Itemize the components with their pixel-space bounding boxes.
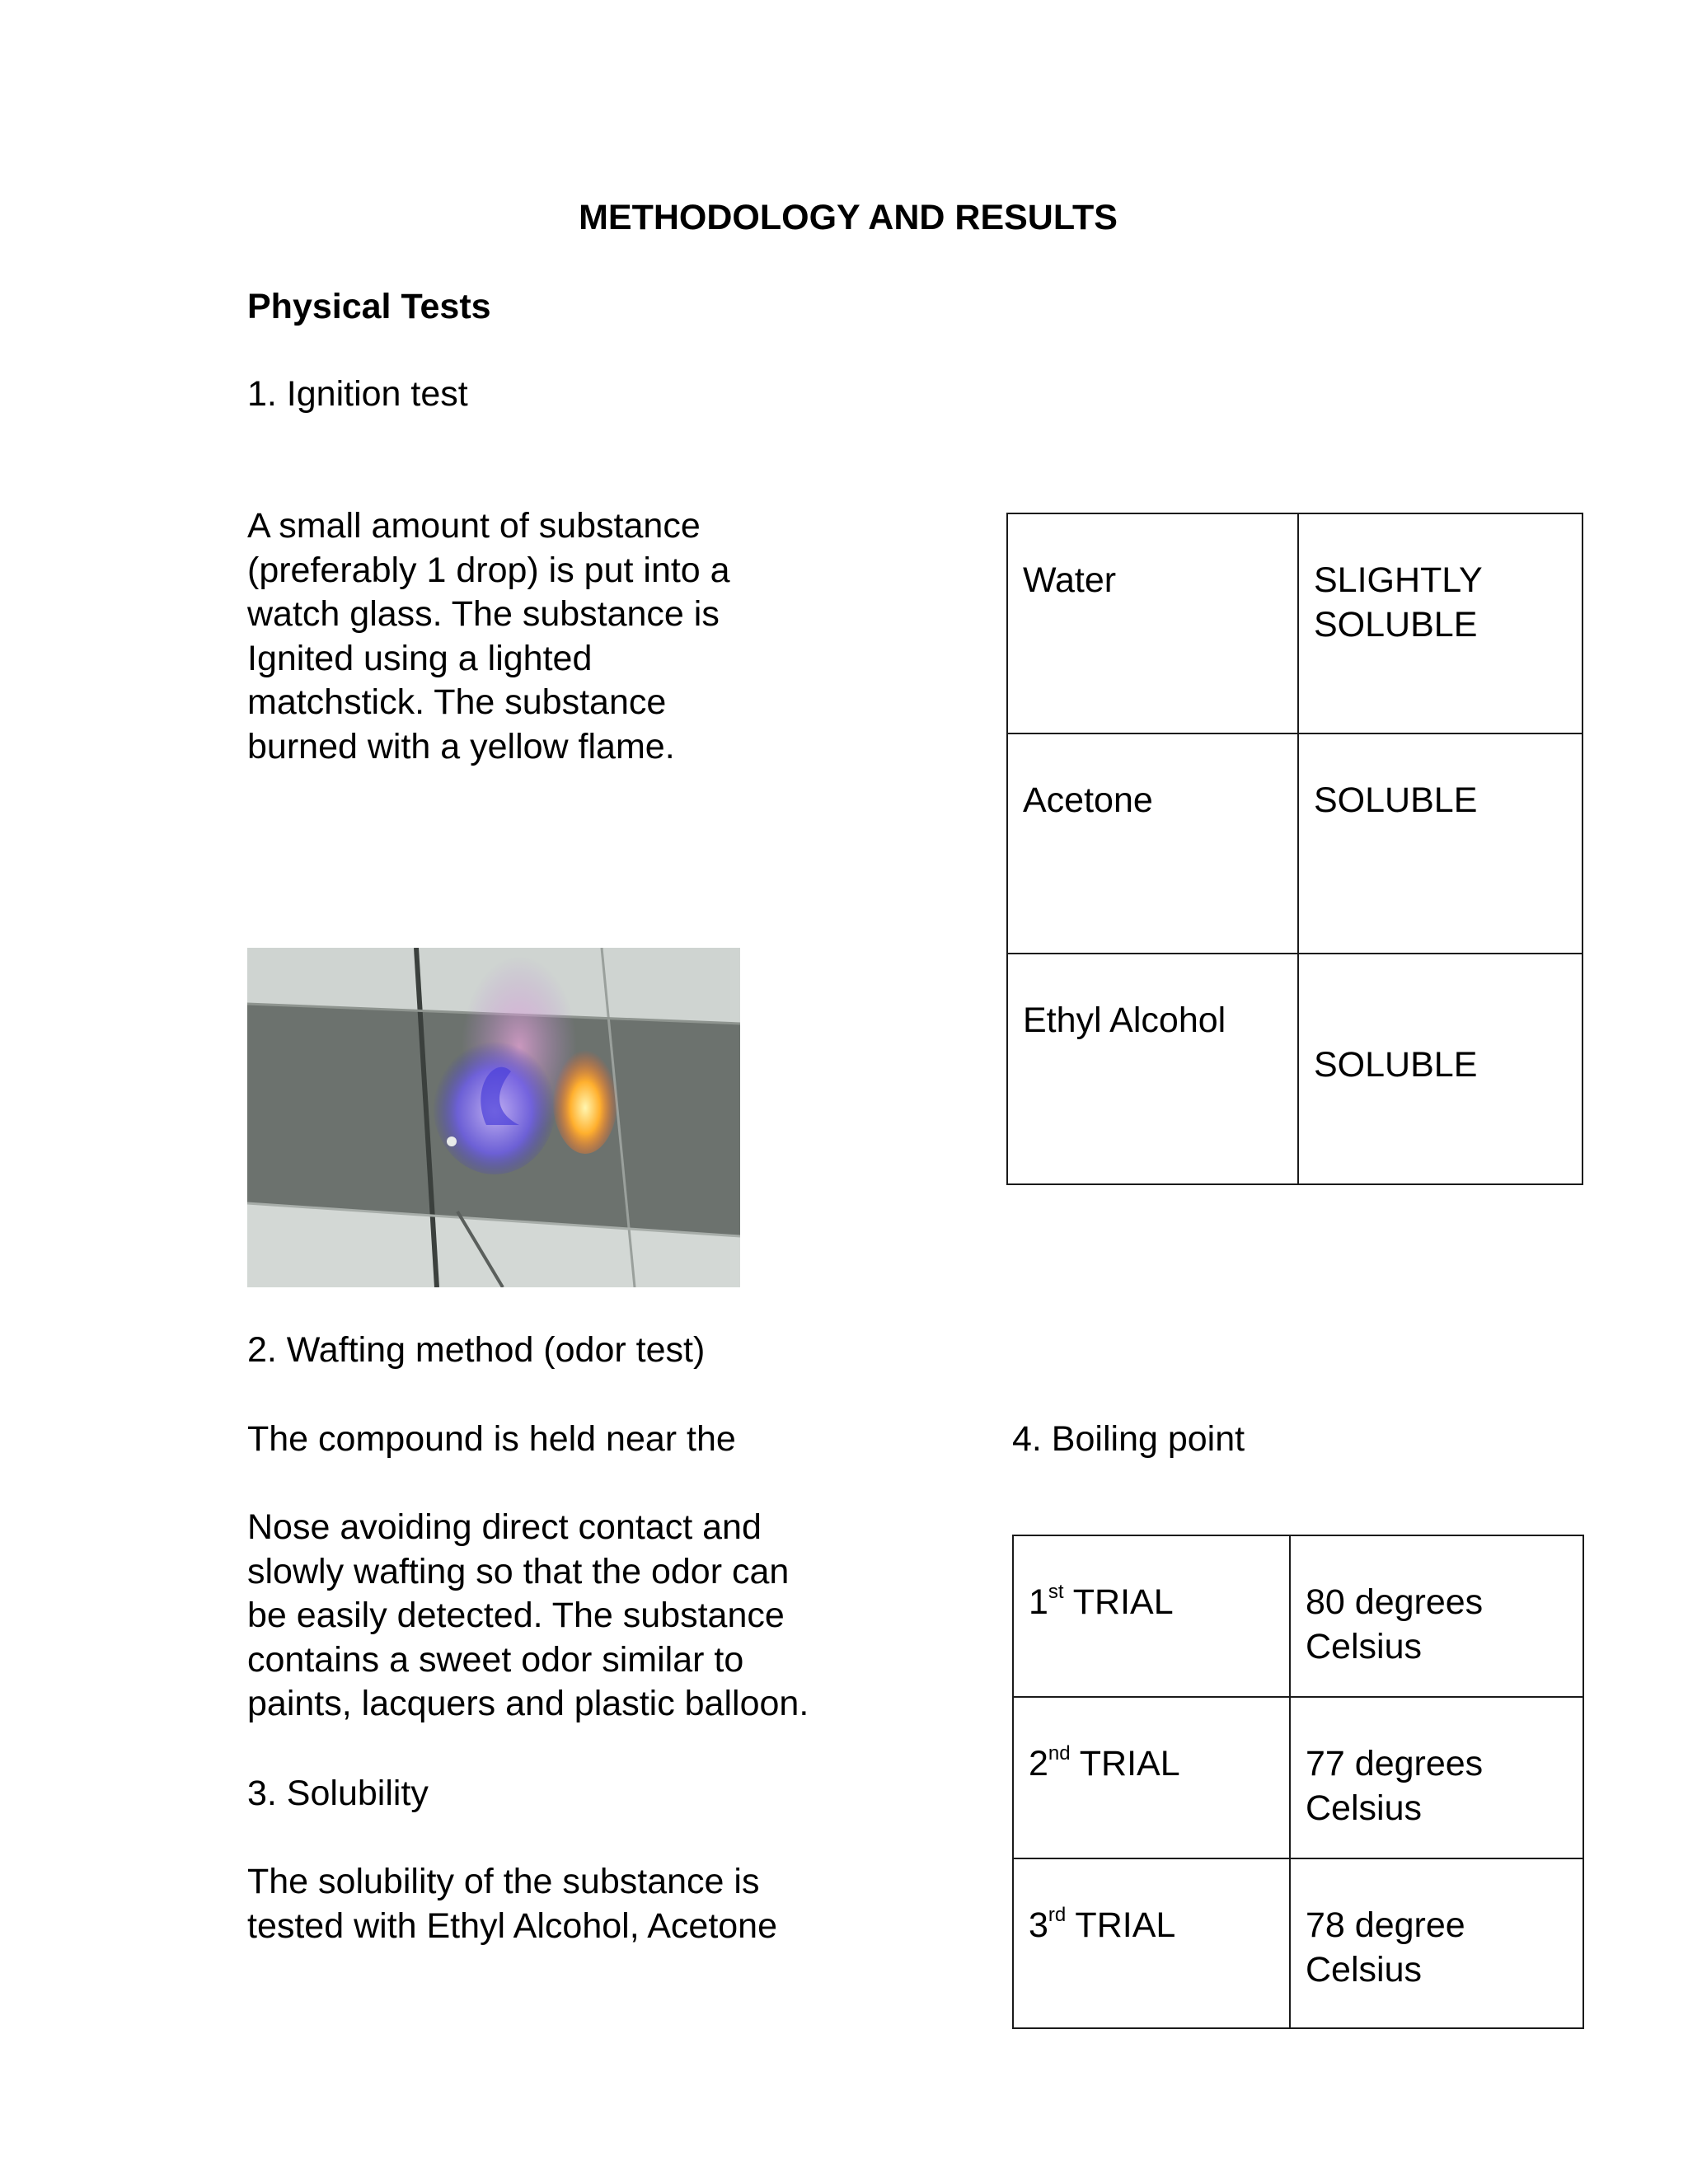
temperature-cell: 77 degrees Celsius [1290, 1697, 1583, 1858]
trial-cell: 3rd TRIAL [1013, 1858, 1290, 2028]
table-row [1007, 954, 1582, 1184]
table-row [1013, 1535, 1583, 1697]
solubility-body: The solubility of the substance is tested with Ethyl Alcohol, Acetone [247, 1862, 778, 1946]
table-row [1013, 1697, 1583, 1858]
result-cell: SOLUBLE [1298, 954, 1582, 1184]
table-row [1013, 1858, 1583, 2028]
wafting-heading: 2. Wafting method (odor test) [247, 1330, 706, 1370]
result-cell: SLIGHTLY SOLUBLE [1298, 513, 1582, 733]
solubility-table [1006, 513, 1583, 1185]
temperature-cell: 78 degree Celsius [1290, 1858, 1583, 2028]
ignition-flame-photo [247, 948, 740, 1287]
boiling-point-table [1012, 1535, 1584, 2029]
trial-cell: 1st TRIAL [1013, 1535, 1290, 1697]
wafting-intro: The compound is held near the [247, 1419, 736, 1459]
result-cell: SOLUBLE [1298, 733, 1582, 954]
table-row [1007, 513, 1582, 733]
boiling-heading: 4. Boiling point [1012, 1419, 1245, 1459]
section-heading: Physical Tests [247, 287, 491, 326]
table-row [1007, 733, 1582, 954]
solvent-cell: Acetone [1007, 733, 1298, 954]
ignition-heading: 1. Ignition test [247, 374, 468, 414]
solvent-cell: Ethyl Alcohol [1007, 954, 1298, 1184]
temperature-cell: 80 degrees Celsius [1290, 1535, 1583, 1697]
solvent-cell: Water [1007, 513, 1298, 733]
solubility-heading: 3. Solubility [247, 1774, 429, 1813]
page-title: METHODOLOGY AND RESULTS [579, 198, 1118, 237]
wafting-body: Nose avoiding direct contact and slowly wafting so that the odor can be easily detected. The substance contains a sweet odor similar to paints, lacquers and plastic balloon. [247, 1507, 809, 1723]
trial-cell: 2nd TRIAL [1013, 1697, 1290, 1858]
ignition-body: A small amount of substance (preferably 1 drop) is put into a watch glass. The substance is Ignited using a lighted matchstick. The substance burned with a yellow flame. [247, 506, 730, 766]
